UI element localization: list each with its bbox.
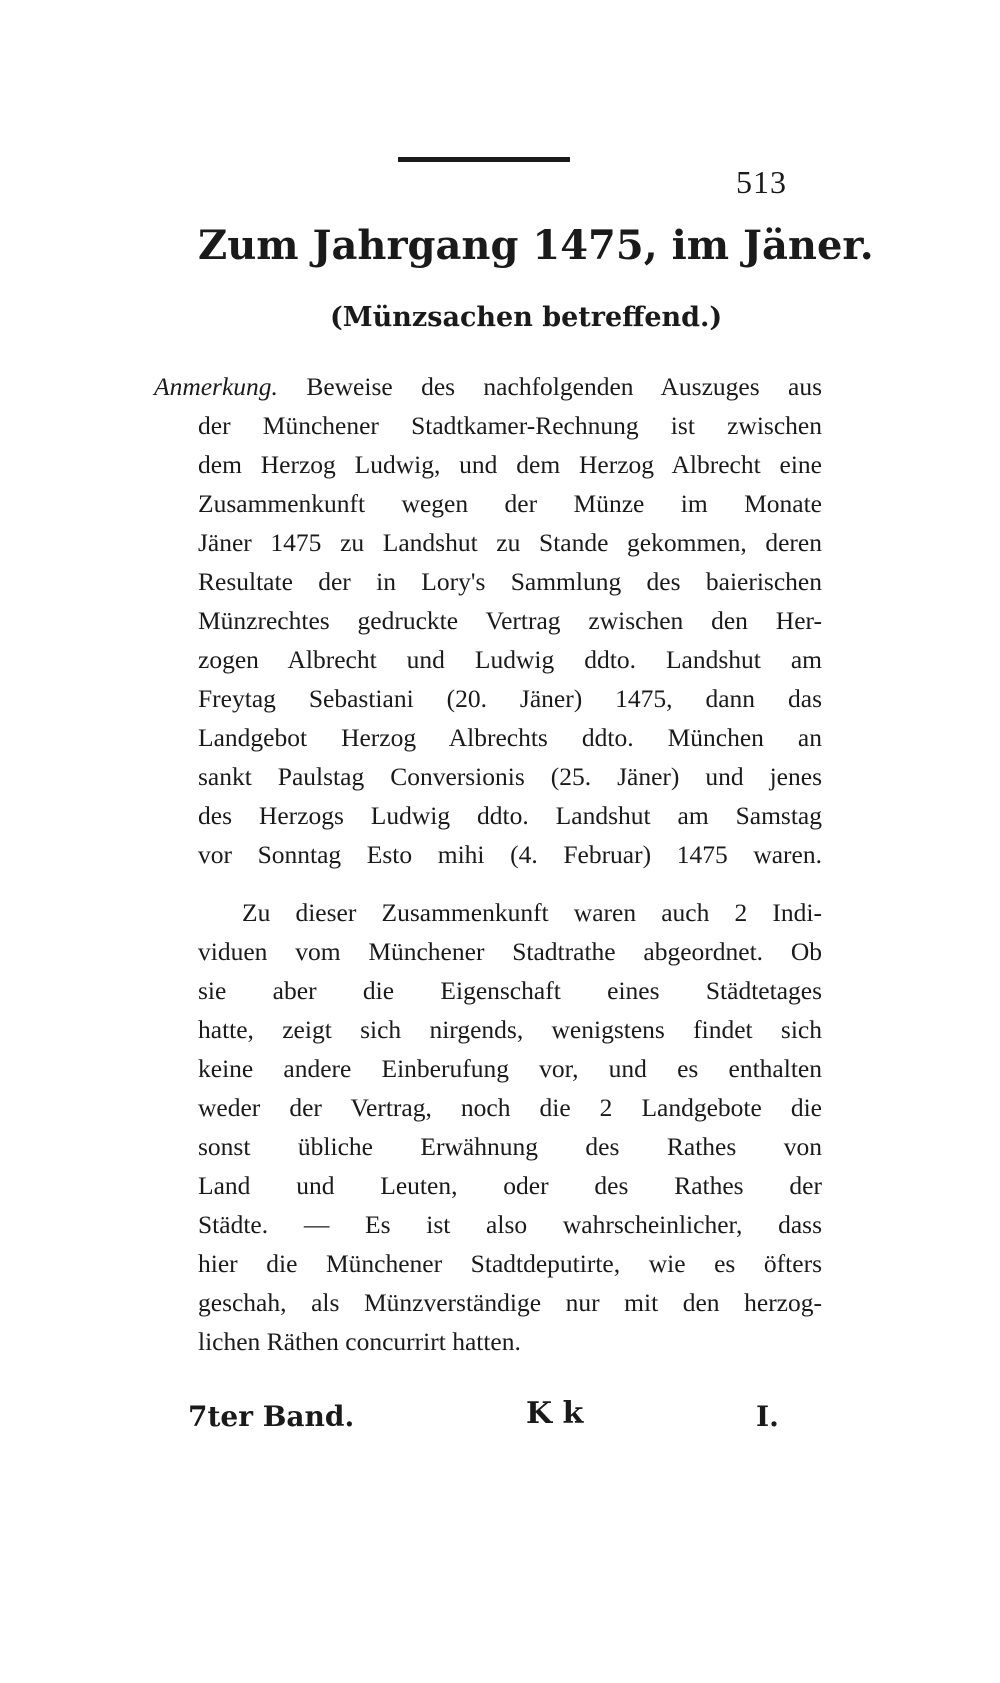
note-line: vor Sonntag Esto mihi (4. Februar) 1475 waren. bbox=[198, 840, 822, 869]
paragraph-line: weder der Vertrag, noch die 2 Landgebote die bbox=[198, 1093, 822, 1122]
note-line: sankt Paulstag Conversionis (25. Jäner) und jenes bbox=[198, 762, 822, 791]
paragraph-line: hier die Münchener Stadtdeputirte, wie es öfters bbox=[198, 1249, 822, 1278]
note-line: des Herzogs Ludwig ddto. Landshut am Samstag bbox=[198, 801, 822, 830]
paragraph-line: hatte, zeigt sich nirgends, wenigstens findet sich bbox=[198, 1015, 822, 1044]
note-line: Freytag Sebastiani (20. Jäner) 1475, dann das bbox=[198, 684, 822, 713]
note-line: zogen Albrecht und Ludwig ddto. Landshut am bbox=[198, 645, 822, 674]
paragraph-line: sonst übliche Erwähnung des Rathes von bbox=[198, 1132, 822, 1161]
signature-mark: K k bbox=[526, 1396, 584, 1431]
note-line: Zusammenkunft wegen der Münze im Monate bbox=[198, 489, 822, 518]
note-label: Anmerkung. bbox=[154, 372, 278, 401]
paragraph-line: keine andere Einberufung vor, und es enthalten bbox=[198, 1054, 822, 1083]
body-paragraph bbox=[198, 893, 822, 1361]
paragraph-line: Land und Leuten, oder des Rathes der bbox=[198, 1171, 822, 1200]
header-rule bbox=[398, 157, 570, 162]
note-block bbox=[154, 367, 822, 874]
paragraph-line: geschah, als Münzverständige nur mit den herzog- bbox=[198, 1288, 822, 1317]
note-line: Münzrechtes gedruckte Vertrag zwischen den Her- bbox=[198, 606, 822, 635]
note-line: dem Herzog Ludwig, und dem Herzog Albrecht eine bbox=[198, 450, 822, 479]
page-title: Zum Jahrgang 1475, im Jäner. bbox=[198, 222, 874, 269]
page-number: 513 bbox=[736, 164, 787, 200]
sheet-number: I. bbox=[756, 1400, 779, 1433]
note-line: der Münchener Stadtkamer-Rechnung ist zwischen bbox=[198, 411, 822, 440]
paragraph-line: sie aber die Eigenschaft eines Städtetages bbox=[198, 976, 822, 1005]
paragraph-line: lichen Räthen concurrirt hatten. bbox=[198, 1327, 521, 1356]
note-line: Jäner 1475 zu Landshut zu Stande gekommen, deren bbox=[198, 528, 822, 557]
note-first-line-text: Beweise des nachfolgenden Auszuges aus bbox=[306, 372, 822, 401]
note-line: Landgebot Herzog Albrechts ddto. München an bbox=[198, 723, 822, 752]
note-line: Resultate der in Lory's Sammlung des baierischen bbox=[198, 567, 822, 596]
paragraph-line: Zu dieser Zusammenkunft waren auch 2 Indi- bbox=[242, 898, 822, 927]
note-line bbox=[154, 367, 822, 406]
paragraph-line: Städte. — Es ist also wahrscheinlicher, dass bbox=[198, 1210, 822, 1239]
paragraph-line: viduen vom Münchener Stadtrathe abgeordnet. Ob bbox=[198, 937, 822, 966]
volume-label: 7ter Band. bbox=[188, 1400, 355, 1433]
page-subtitle: (Münzsachen betreffend.) bbox=[330, 302, 723, 333]
